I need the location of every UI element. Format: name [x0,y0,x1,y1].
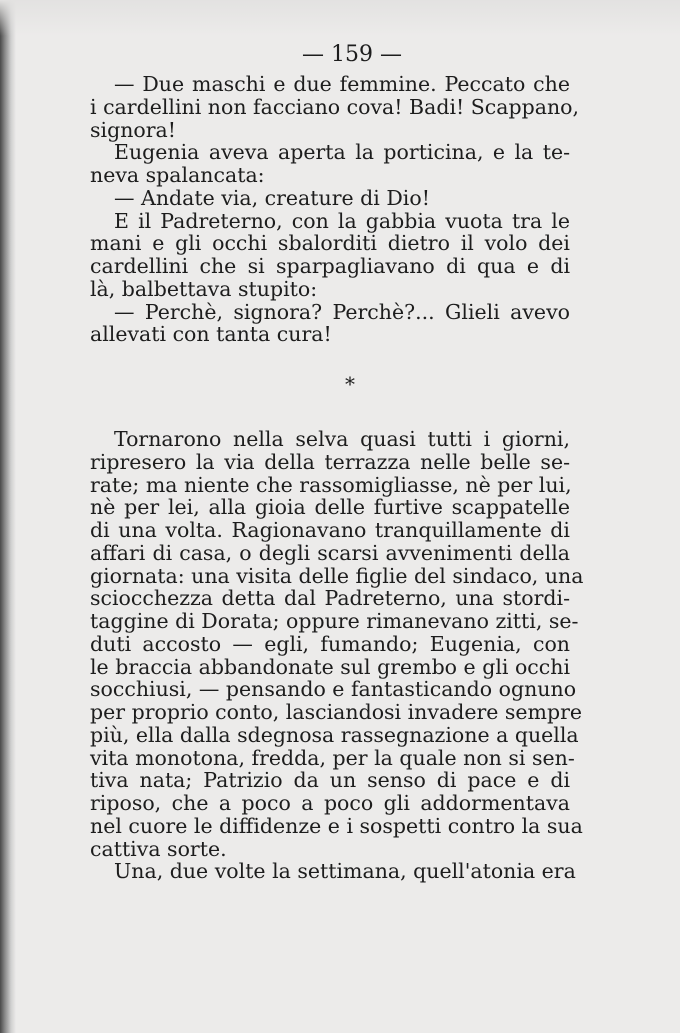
text-line: nel cuore le diffidenze e i sospetti contro la sua [90,813,583,838]
text-line: neva spalancata: [90,163,265,187]
text-line: affari di casa, o degli scarsi avvenimenti della [90,540,570,565]
page-top-shade [0,0,680,36]
text-line: riposo, che a poco a poco gli addormentava [90,791,570,815]
text-line: per proprio conto, lasciandosi invadere sempre [90,700,583,724]
text-line: socchiusi, — pensando e fantasticando ognuno [90,677,577,702]
text-line: nè per lei, alla gioia delle furtive scappatelle [90,495,570,520]
text-line: i cardellini non facciano cova! Badi! Scappano, [90,94,580,119]
text-line: giornata: una visita delle figlie del sindaco, una [90,563,584,588]
text-line: duti accosto — egli, fumando; Eugenia, con [90,631,570,656]
text-line: di una volta. Ragionavano tranquillamente di [90,518,570,542]
section-separator: * [345,372,355,396]
page-number: — 159 — [302,42,402,67]
text-line: là, balbettava stupito: [90,276,318,301]
text-line: le braccia abbandonate sul grembo e gli occhi [90,654,571,679]
text-line: signora! [90,117,177,142]
text-line: taggine di Dorata; oppure rimanevano zitti, se- [90,609,579,633]
text-line: cardellini che si sparpagliavano di qua e di [90,254,570,278]
text-line: ripresero la via della terrazza nelle belle se- [90,449,570,474]
text-line: E il Padreterno, con la gabbia vuota tra le [114,208,570,233]
text-line: più, ella dalla sdegnosa rassegnazione a quella [90,722,579,747]
top-text-block [90,72,580,347]
text-line: — Due maschi e due femmine. Peccato che [114,72,570,96]
text-line: rate; ma niente che rassomigliasse, nè per lui, [90,472,572,497]
text-line: mani e gli occhi sbalorditi dietro il volo dei [90,231,570,256]
text-line: Una, due volte la settimana, quell'atonia era [114,859,576,884]
text-line: Tornarono nella selva quasi tutti i giorni, [114,427,570,451]
text-line: cattiva sorte. [90,836,227,861]
text-line: tiva nata; Patrizio da un senso di pace e di [90,768,570,793]
text-line: — Perchè, signora? Perchè?... Glieli avevo [114,299,570,324]
page-binding-shadow [0,0,16,1033]
text-line: — Andate via, creature di Dio! [114,185,430,210]
text-line: Eugenia aveva aperta la porticina, e la te- [114,140,570,165]
text-line: allevati con tanta cura! [90,322,332,347]
text-line: sciocchezza detta dal Padreterno, una stordi- [90,586,570,611]
text-line: vita monotona, fredda, per la quale non si sen- [90,745,575,770]
main-text-block [90,427,584,884]
